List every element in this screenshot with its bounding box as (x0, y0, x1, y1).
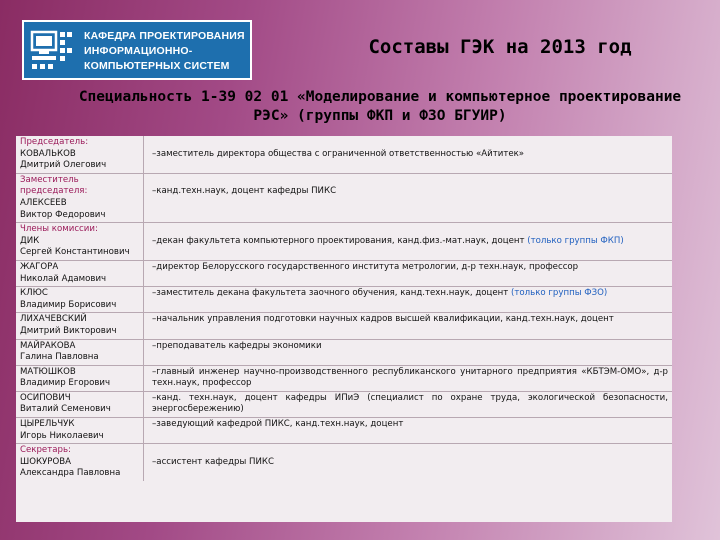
member-role: –заместитель директора общества с ограниченной ответственностью «Айтитек» (152, 148, 525, 159)
member-role-cell (144, 136, 672, 173)
member-role: –ассистент кафедры ПИКС (152, 456, 274, 467)
table-row (16, 136, 672, 174)
logo-line: КОМПЬЮТЕРНЫХ СИСТЕМ (84, 60, 230, 72)
table-row (16, 261, 672, 287)
member-given-name: Владимир Егорович (20, 378, 111, 389)
table-row (16, 418, 672, 444)
member-given-name: Виталий Семенович (20, 404, 111, 415)
group-note: (только группы ФЗО) (511, 288, 608, 299)
department-logo (22, 20, 252, 80)
computer-systems-logo-icon (30, 28, 74, 72)
member-name-cell (16, 174, 144, 222)
member-role: –главный инженер научно-производственного республиканского унитарного предприятия «КБТЭМ-ОМО», д-р техн.наук, профессор (152, 366, 668, 389)
logo-text (84, 29, 246, 74)
role-label: Заместитель председателя: (20, 174, 88, 197)
member-name-cell (16, 340, 144, 365)
member-given-name: Игорь Николаевич (20, 430, 104, 441)
member-surname: ЦЫРЕЛЬЧУК (20, 419, 75, 430)
member-role: –канд.техн.наук, доцент кафедры ПИКС (152, 186, 337, 197)
member-role-cell (144, 392, 672, 417)
member-role: –преподаватель кафедры экономики (152, 340, 322, 351)
member-role-cell (144, 174, 672, 222)
member-role-cell (144, 340, 672, 365)
member-given-name: Сергей Константинович (20, 247, 130, 258)
role-label: Секретарь: (20, 445, 71, 456)
member-surname: КЛЮС (20, 288, 48, 299)
table-row (16, 392, 672, 418)
logo-line: ИНФОРМАЦИОННО- (84, 45, 193, 57)
member-surname: МАТЮШКОВ (20, 366, 76, 377)
member-given-name: Виктор Федорович (20, 209, 106, 220)
member-name-cell (16, 392, 144, 417)
member-role-cell (144, 418, 672, 443)
member-role-cell (144, 313, 672, 338)
member-role-cell (144, 223, 672, 260)
member-role: –начальник управления подготовки научных кадров высшей квалификации, канд.техн.наук, доцент (152, 314, 614, 325)
table-row (16, 366, 672, 392)
member-name-cell (16, 136, 144, 173)
member-role: –канд. техн.наук, доцент кафедры ИПиЭ (специалист по охране труда, экологической безопасности, энергосбережению) (152, 392, 668, 415)
role-label: Члены комиссии: (20, 224, 98, 235)
logo-line: КАФЕДРА ПРОЕКТИРОВАНИЯ (84, 30, 245, 42)
page-title: Составы ГЭК на 2013 год (368, 36, 632, 58)
table-row (16, 287, 672, 313)
member-role: –декан факультета компьютерного проектирования, канд.физ.-мат.наук, доцент (152, 235, 528, 246)
table-row (16, 174, 672, 223)
member-surname: ЛИХАЧЕВСКИЙ (20, 314, 87, 325)
role-label: Председатель: (20, 137, 89, 147)
member-given-name: Николай Адамович (20, 273, 107, 284)
member-surname: ДИК (20, 235, 40, 246)
member-name-cell (16, 418, 144, 443)
member-name-cell (16, 444, 144, 481)
member-role: –заместитель декана факультета заочного обучения, канд.техн.наук, доцент (152, 288, 512, 299)
member-given-name: Владимир Борисович (20, 299, 117, 310)
member-given-name: Александра Павловна (20, 468, 121, 479)
member-surname: АЛЕКСЕЕВ (20, 197, 67, 208)
member-given-name: Дмитрий Олегович (20, 160, 107, 171)
member-surname: ОСИПОВИЧ (20, 392, 71, 403)
member-name-cell (16, 366, 144, 391)
member-role-cell (144, 366, 672, 391)
group-note: (только группы ФКП) (527, 235, 624, 246)
table-row (16, 444, 672, 481)
member-name-cell (16, 287, 144, 312)
member-surname: ШОКУРОВА (20, 456, 72, 467)
table-row (16, 223, 672, 261)
commission-table (16, 136, 672, 522)
member-role-cell (144, 287, 672, 312)
member-surname: ЖАГОРА (20, 261, 59, 272)
member-name-cell (16, 223, 144, 260)
member-role: –директор Белорусского государственного института метрологии, д-р техн.наук, профессор (152, 261, 579, 272)
page-subtitle: Специальность 1-39 02 01 «Моделирование и компьютерное проектирование РЭС» (группы ФКП и ФЗО БГУИР) (78, 89, 682, 124)
member-given-name: Дмитрий Викторович (20, 325, 117, 336)
member-surname: МАЙРАКОВА (20, 340, 76, 351)
member-role: –заведующий кафедрой ПИКС, канд.техн.наук, доцент (152, 419, 404, 430)
member-role-cell (144, 444, 672, 481)
member-given-name: Галина Павловна (20, 352, 99, 363)
member-surname: КОВАЛЬКОВ (20, 148, 76, 159)
member-name-cell (16, 313, 144, 338)
table-row (16, 313, 672, 339)
member-name-cell (16, 261, 144, 286)
table-row (16, 340, 672, 366)
member-role-cell (144, 261, 672, 286)
